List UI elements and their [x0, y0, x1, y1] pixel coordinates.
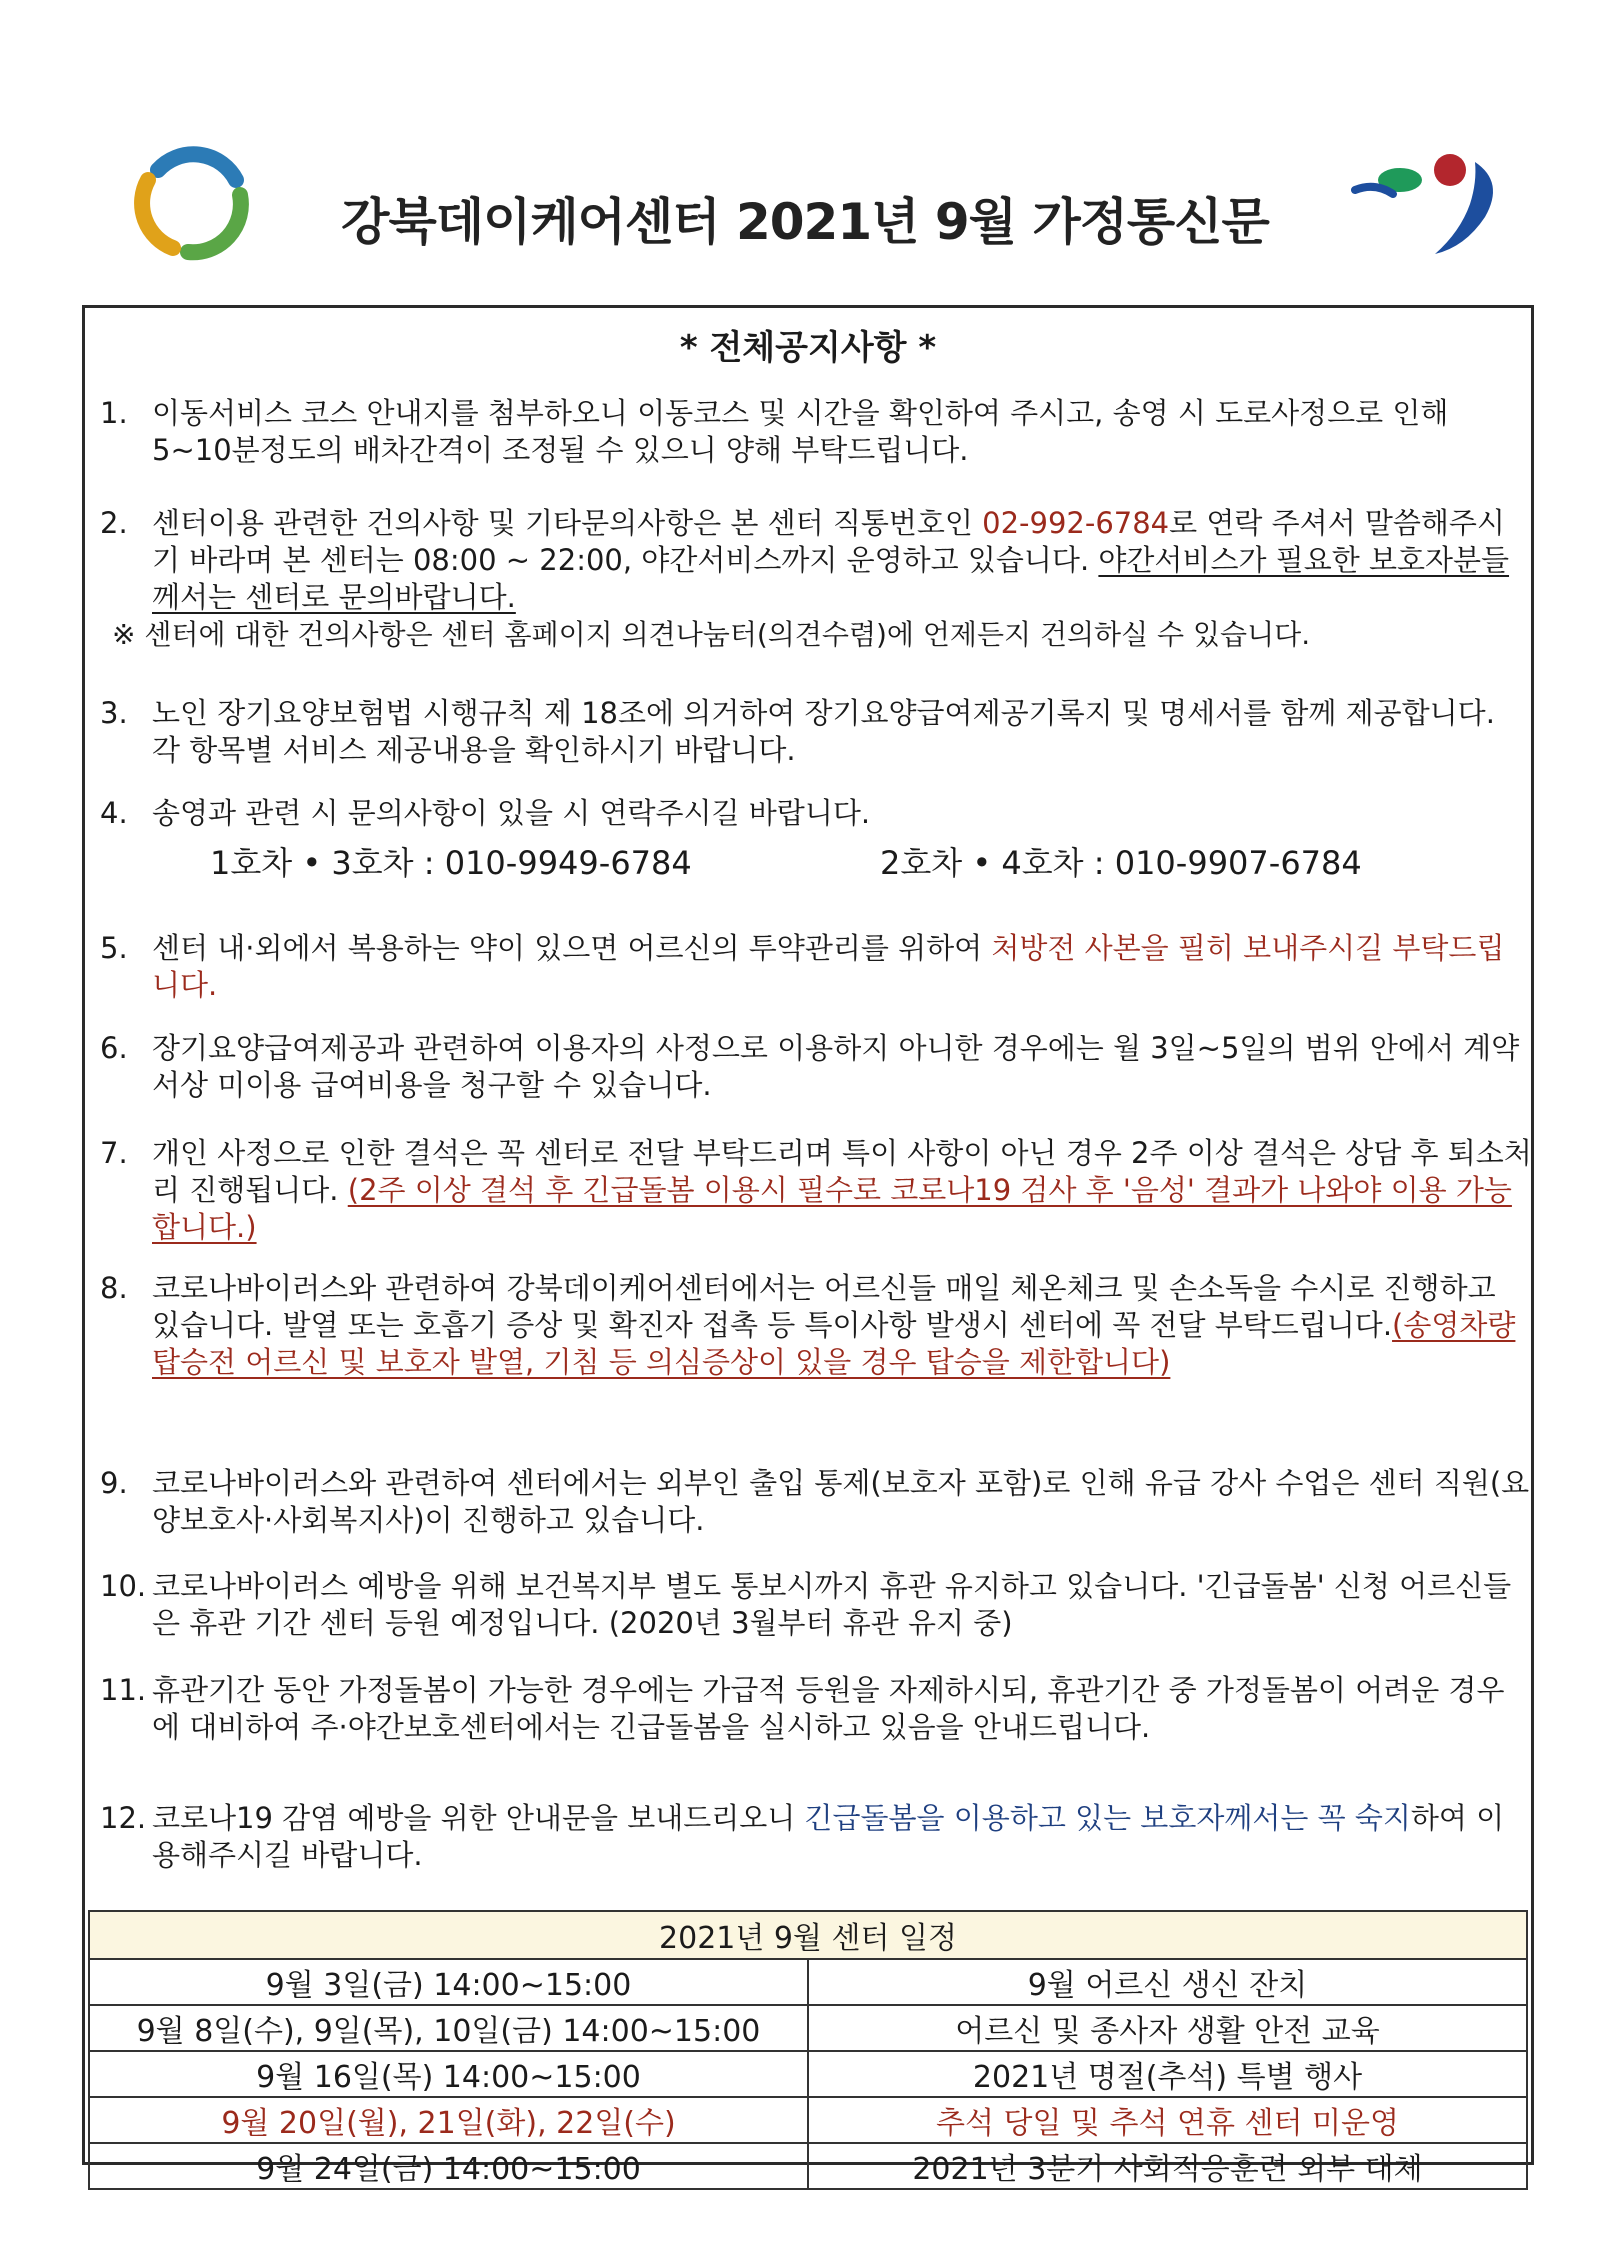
schedule-date: 9월 8일(수), 9일(목), 10일(금) 14:00~15:00	[89, 2005, 808, 2051]
table-row	[89, 2097, 1527, 2143]
notice-item-4: 4. 송영과 관련 시 문의사항이 있을 시 연락주시길 바랍니다.	[100, 796, 871, 830]
schedule-title: 2021년 9월 센터 일정	[89, 1911, 1527, 1959]
notice-item-9: 9. 코로나바이러스와 관련하여 센터에서는 외부인 출입 통제(보호자 포함)로 인해 유급 강사 수업은 센터 직원(요양보호사·사회복지사)이 진행하고 있습니다.	[100, 1466, 1530, 1537]
notice-title: * 전체공지사항 *	[679, 328, 937, 368]
schedule-table	[88, 1910, 1528, 2190]
notice-item-12: 12. 코로나19 감염 예방을 위한 안내문을 보내드리오니 긴급돌봄을 이용하고 있는 보호자께서는 꼭 숙지하여 이용해주시길 바랍니다.	[100, 1801, 1505, 1872]
table-row	[89, 2143, 1527, 2189]
schedule-event: 9월 어르신 생신 잔치	[808, 1959, 1527, 2005]
table-row	[89, 1959, 1527, 2005]
center-logo-icon	[118, 140, 268, 270]
schedule-event: 추석 당일 및 추석 연휴 센터 미운영	[808, 2097, 1527, 2143]
center-phone-number: 02-992-6784	[982, 506, 1170, 540]
notice-item-7: 7. 개인 사정으로 인한 결석은 꼭 센터로 전달 부탁드리며 특이 사항이 아닌 경우 2주 이상 결석은 상담 후 퇴소처리 진행됩니다. (2주 이상 결석 후 긴급돌봄 이용시 필수로 코로나19 검사 후 '음성' 결과가 나와야 이용 가능합니다.)	[100, 1136, 1532, 1244]
schedule-event: 2021년 명절(추석) 특별 행사	[808, 2051, 1527, 2097]
schedule-date: 9월 20일(월), 21일(화), 22일(수)	[89, 2097, 808, 2143]
page-header	[0, 120, 1600, 280]
notice-item-11: 11. 휴관기간 동안 가정돌봄이 가능한 경우에는 가급적 등원을 자제하시되, 휴관기간 중 가정돌봄이 어려운 경우에 대비하여 주·야간보호센터에서는 긴급돌봄을 실시하고 있음을 안내드립니다.	[100, 1673, 1505, 1744]
notice-item-1: 1. 이동서비스 코스 안내지를 첨부하오니 이동코스 및 시간을 확인하여 주시고, 송영 시 도로사정으로 인해 5~10분정도의 배차간격이 조정될 수 있으니 양해 부탁드립니다.	[100, 396, 1449, 467]
car-contact-1-3: 1호차 • 3호차 : 010-9949-6784	[210, 844, 692, 882]
schedule-date: 9월 3일(금) 14:00~15:00	[89, 1959, 808, 2005]
table-row	[89, 2051, 1527, 2097]
homepage-note: ※ 센터에 대한 건의사항은 센터 홈페이지 의견나눔터(의견수렴)에 언제든지 건의하실 수 있습니다.	[112, 618, 1311, 651]
schedule-event: 2021년 3분기 사회적응훈련 외부 대체	[808, 2143, 1527, 2189]
gangbuk-symbol-icon	[1345, 142, 1525, 262]
notice-item-8: 8. 코로나바이러스와 관련하여 강북데이케어센터에서는 어르신들 매일 체온체크 및 손소독을 수시로 진행하고 있습니다. 발열 또는 호흡기 증상 및 확진자 접촉 등 특이사항 발생시 센터에 꼭 전달 부탁드립니다.(송영차량 탑승전 어르신 및 보호자 발열, 기침 등 의심증상이 있을 경우 탑승을 제한합니다)	[100, 1271, 1516, 1379]
table-row	[89, 2005, 1527, 2051]
notice-item-6: 6. 장기요양급여제공과 관련하여 이용자의 사정으로 이용하지 아니한 경우에는 월 3일~5일의 범위 안에서 계약서상 미이용 급여비용을 청구할 수 있습니다.	[100, 1031, 1520, 1102]
notice-item-3: 3. 노인 장기요양보험법 시행규칙 제 18조에 의거하여 장기요양급여제공기록지 및 명세서를 함께 제공합니다. 각 항목별 서비스 제공내용을 확인하시기 바랍니다.	[100, 696, 1495, 767]
schedule-date: 9월 16일(목) 14:00~15:00	[89, 2051, 808, 2097]
notice-item-10: 10. 코로나바이러스 예방을 위해 보건복지부 별도 통보시까지 휴관 유지하고 있습니다. '긴급돌봄' 신청 어르신들은 휴관 기간 센터 등원 예정입니다. (2020년 3월부터 휴관 유지 중)	[100, 1569, 1512, 1640]
schedule-event: 어르신 및 종사자 생활 안전 교육	[808, 2005, 1527, 2051]
car-contact-2-4: 2호차 • 4호차 : 010-9907-6784	[880, 844, 1362, 882]
notice-item-2: 2. 센터이용 관련한 건의사항 및 기타문의사항은 본 센터 직통번호인 02-992-6784로 연락 주셔서 말씀해주시기 바라며 본 센터는 08:00 ~ 22:00, 야간서비스까지 운영하고 있습니다. 야간서비스가 필요한 보호자분들께서는 센터로 문의바랍니다.	[100, 506, 1510, 614]
notice-item-5: 5. 센터 내·외에서 복용하는 약이 있으면 어르신의 투약관리를 위하여 처방전 사본을 필히 보내주시길 부탁드립니다.	[100, 931, 1505, 1002]
page-title: 강북데이케어센터 2021년 9월 가정통신문	[341, 193, 1269, 251]
schedule-date: 9월 24일(금) 14:00~15:00	[89, 2143, 808, 2189]
